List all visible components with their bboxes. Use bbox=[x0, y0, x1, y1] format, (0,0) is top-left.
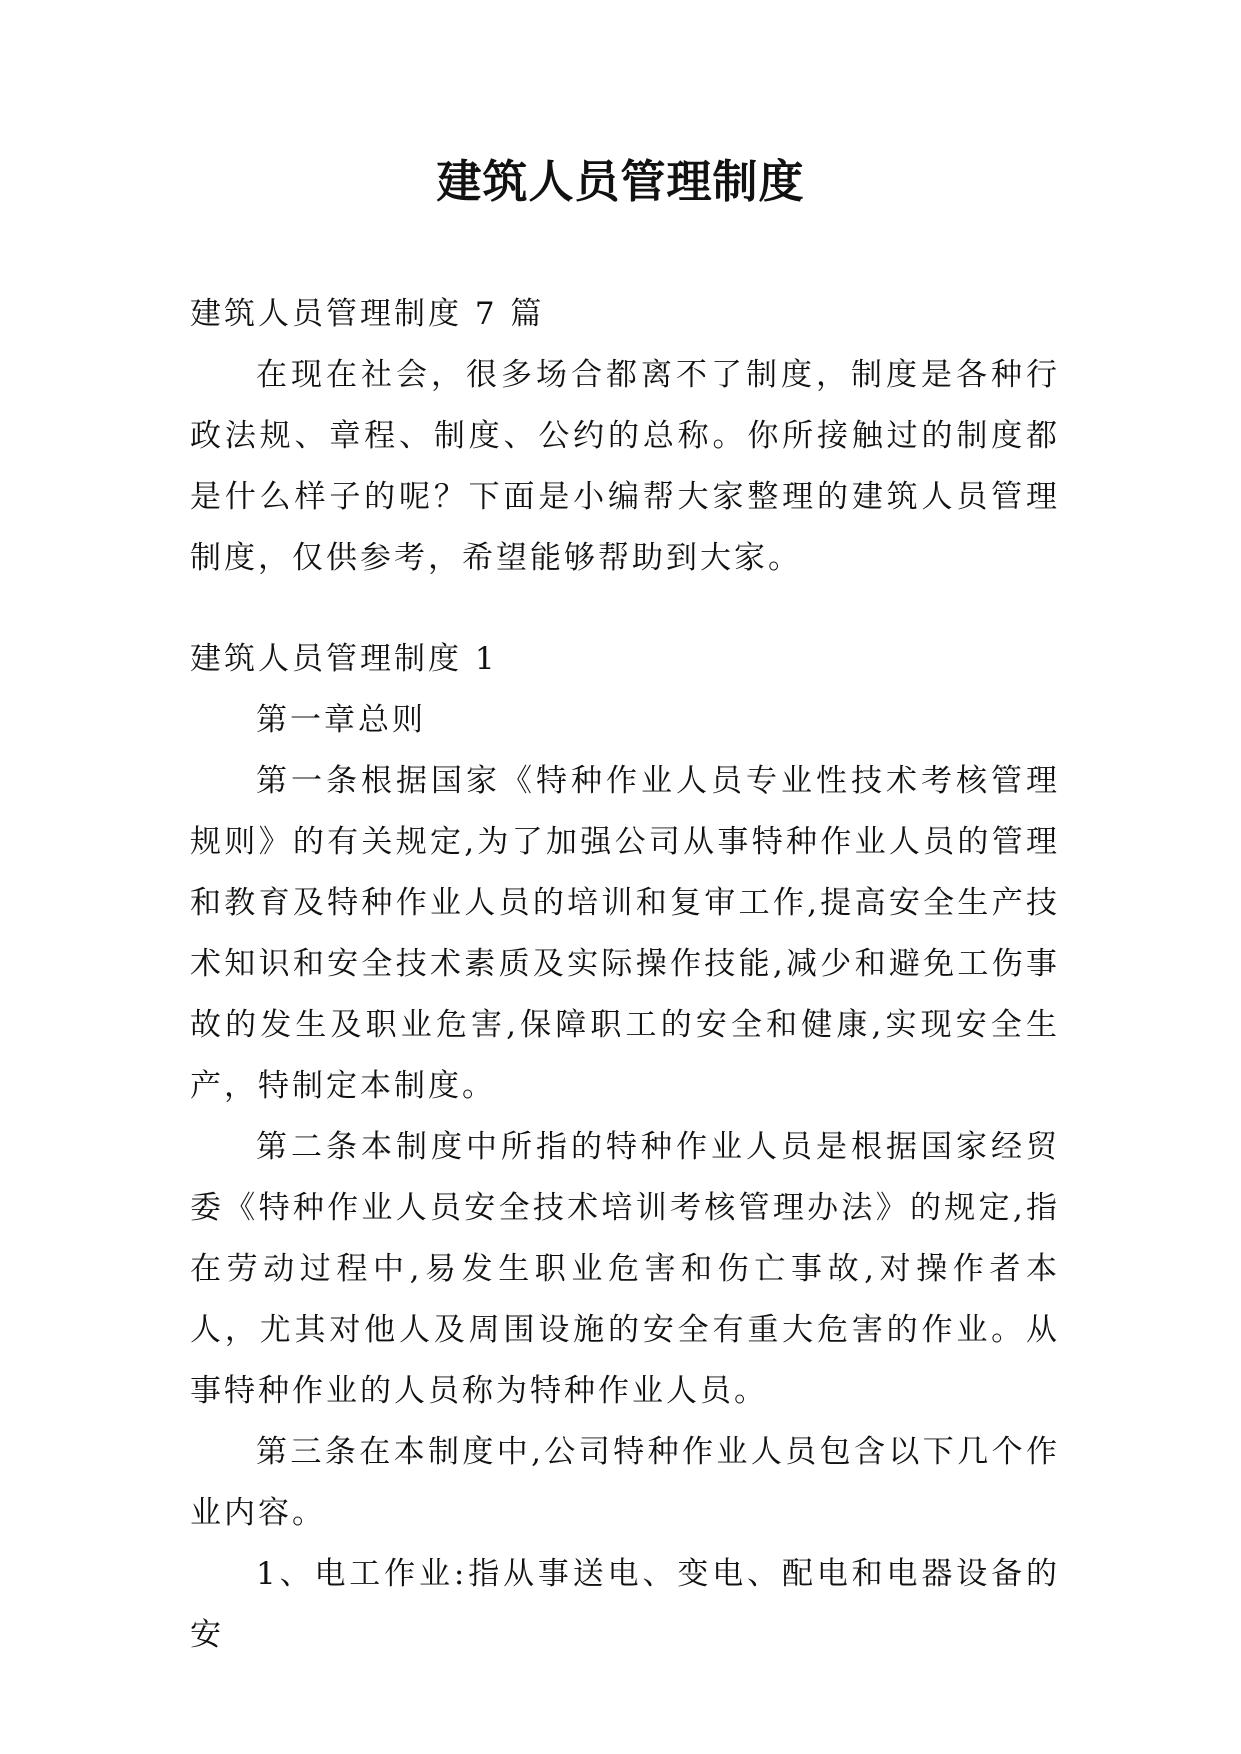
document-subtitle: 建筑人员管理制度 7 篇 bbox=[190, 296, 545, 332]
section-spacer bbox=[190, 589, 1060, 629]
document-body bbox=[190, 284, 1060, 1666]
document-title: 建筑人员管理制度 bbox=[436, 155, 805, 208]
article-3: 第三条在本制度中,公司特种作业人员包含以下几个作业内容。 bbox=[190, 1434, 1060, 1531]
article-item-1: 1、电工作业:指从事送电、变电、配电和电器设备的安 bbox=[190, 1556, 1060, 1653]
article-1: 第一条根据国家《特种作业人员专业性技术考核管理规则》的有关规定,为了加强公司从事特种作业人员的管理和教育及特种作业人员的培训和复审工作,提高安全生产技术知识和安全技术素质及实际操作技能,减少和避免工伤事故的发生及职业危害,保障职工的安全和健康,实现安全生产，特制定本制度。 bbox=[190, 763, 1060, 1104]
chapter-heading: 第一章总则 bbox=[256, 702, 426, 738]
article-2: 第二条本制度中所指的特种作业人员是根据国家经贸委《特种作业人员安全技术培训考核管理办法》的规定,指在劳动过程中,易发生职业危害和伤亡事故,对操作者本人，尤其对他人及周围设施的安全有重大危害的作业。从事特种作业的人员称为特种作业人员。 bbox=[190, 1129, 1060, 1409]
intro-paragraph: 在现在社会，很多场合都离不了制度，制度是各种行政法规、章程、制度、公约的总称。你所接触过的制度都是什么样子的呢？下面是小编帮大家整理的建筑人员管理制度，仅供参考，希望能够帮助到大家。 bbox=[190, 357, 1060, 576]
section-heading: 建筑人员管理制度 1 bbox=[190, 641, 498, 677]
